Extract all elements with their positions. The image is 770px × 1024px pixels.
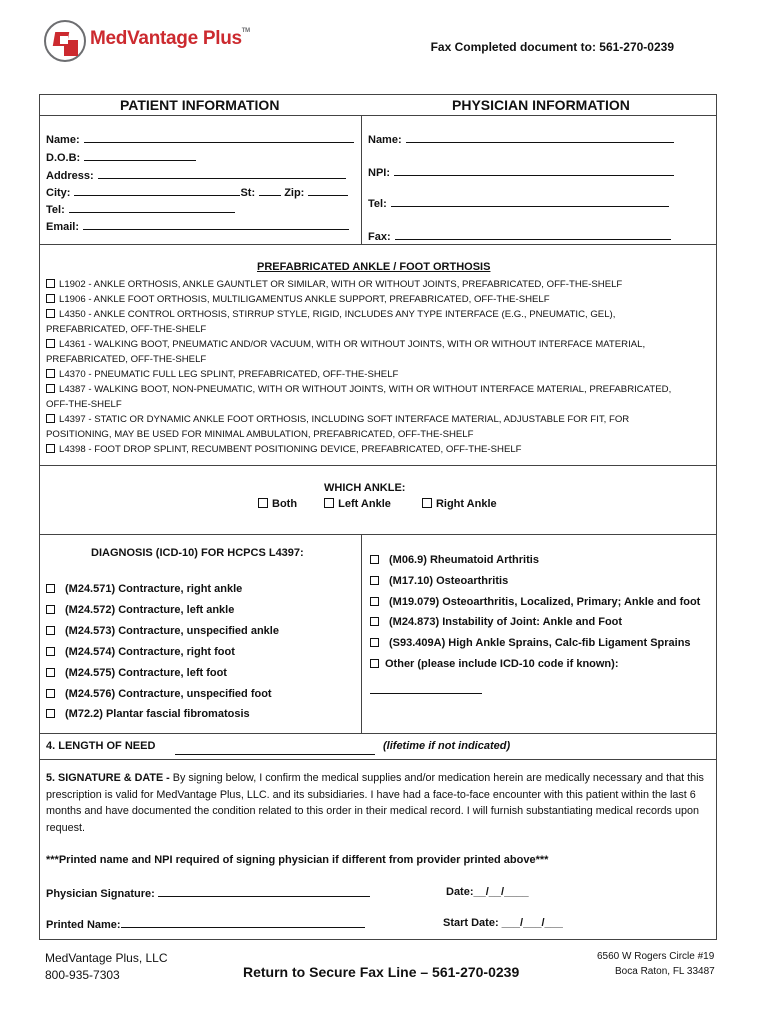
- checkbox[interactable]: [422, 498, 432, 508]
- checkbox[interactable]: [46, 605, 55, 614]
- checkbox[interactable]: [46, 689, 55, 698]
- checkbox[interactable]: [370, 638, 379, 647]
- logo-trademark: TM: [241, 28, 250, 34]
- hcpcs-item-l4387[interactable]: L4387 - WALKING BOOT, NON-PNEUMATIC, WITH OR WITHOUT JOINTS, WITH OR WITHOUT INTERFACE MATERIAL, PREFABRICATED,: [46, 382, 716, 397]
- checkbox[interactable]: [370, 576, 379, 585]
- checkbox[interactable]: [46, 584, 55, 593]
- hcpcs-item-l4398[interactable]: L4398 - FOOT DROP SPLINT, RECUMBENT POSITIONING DEVICE, PREFABRICATED, OFF-THE-SHELF: [46, 442, 716, 457]
- divider: [40, 244, 716, 245]
- start-date-field[interactable]: Start Date: ___/___/___: [443, 917, 563, 929]
- checkbox[interactable]: [370, 555, 379, 564]
- patient-tel-field[interactable]: Tel:: [46, 202, 235, 216]
- checkbox[interactable]: [370, 659, 379, 668]
- checkbox[interactable]: [46, 647, 55, 656]
- ankle-left-option[interactable]: Left Ankle: [324, 498, 391, 510]
- divider: [361, 115, 362, 244]
- footer-address-line1: 6560 W Rogers Circle #19: [597, 951, 715, 962]
- ankle-right-option[interactable]: Right Ankle: [422, 498, 497, 510]
- divider: [361, 534, 362, 733]
- hcpcs-item-continued: OFF-THE-SHELF: [46, 399, 122, 410]
- signature-title: 5. SIGNATURE & DATE -: [46, 772, 173, 784]
- company-logo: [44, 18, 250, 66]
- signature-statement: [46, 770, 712, 836]
- logo-mark-icon: [44, 20, 86, 62]
- length-of-need-note: (lifetime if not indicated): [383, 740, 511, 752]
- hcpcs-item-l1902[interactable]: L1902 - ANKLE ORTHOSIS, ANKLE GAUNTLET OR SIMILAR, WITH OR WITHOUT JOINTS, PREFABRICATED, OFF-THE-SHELF: [46, 277, 716, 292]
- checkbox[interactable]: [324, 498, 334, 508]
- footer-return-fax: Return to Secure Fax Line – 561-270-0239: [243, 964, 520, 980]
- diagnosis-item[interactable]: (M24.873) Instability of Joint: Ankle and Foot: [370, 612, 700, 633]
- checkbox[interactable]: [46, 668, 55, 677]
- checkbox[interactable]: [370, 597, 379, 606]
- diagnosis-title: DIAGNOSIS (ICD-10) FOR HCPCS L4397:: [91, 547, 304, 559]
- patient-address-field[interactable]: Address:: [46, 168, 346, 182]
- length-of-need-label: 4. LENGTH OF NEED: [46, 740, 156, 752]
- hcpcs-item-l4370[interactable]: L4370 - PNEUMATIC FULL LEG SPLINT, PREFABRICATED, OFF-THE-SHELF: [46, 367, 716, 382]
- diagnosis-item[interactable]: (S93.409A) High Ankle Sprains, Calc-fib Ligament Sprains: [370, 633, 700, 654]
- checkbox[interactable]: [46, 369, 55, 378]
- fax-instruction: Fax Completed document to: 561-270-0239: [430, 40, 674, 54]
- footer-company: MedVantage Plus, LLC: [45, 951, 168, 965]
- printed-name-field[interactable]: Printed Name:: [46, 917, 365, 931]
- checkbox[interactable]: [46, 279, 55, 288]
- other-code-field[interactable]: [370, 675, 700, 695]
- diagnosis-item[interactable]: (M19.079) Osteoarthritis, Localized, Primary; Ankle and foot: [370, 592, 700, 613]
- physician-tel-field[interactable]: Tel:: [368, 196, 669, 210]
- diagnosis-item[interactable]: (M24.574) Contracture, right foot: [46, 642, 279, 663]
- checkbox[interactable]: [258, 498, 268, 508]
- diagnosis-list-left: [46, 579, 279, 725]
- diagnosis-item[interactable]: (M24.576) Contracture, unspecified foot: [46, 684, 279, 705]
- diagnosis-item[interactable]: (M24.572) Contracture, left ankle: [46, 600, 279, 621]
- which-ankle-title: WHICH ANKLE:: [324, 482, 406, 494]
- signature-date-field[interactable]: Date:__/__/____: [446, 886, 529, 898]
- diagnosis-list-right: [370, 550, 700, 695]
- diagnosis-item[interactable]: (M17.10) Osteoarthritis: [370, 571, 700, 592]
- patient-info-title: PATIENT INFORMATION: [120, 97, 280, 113]
- divider: [40, 465, 716, 466]
- hcpcs-item-l1906[interactable]: L1906 - ANKLE FOOT ORTHOSIS, MULTILIGAMENTUS ANKLE SUPPORT, PREFABRICATED, OFF-THE-SHELF: [46, 292, 716, 307]
- ankle-both-option[interactable]: Both: [258, 498, 297, 510]
- signature-section: [39, 760, 717, 940]
- physician-info-title: PHYSICIAN INFORMATION: [452, 97, 630, 113]
- physician-fax-field[interactable]: Fax:: [368, 229, 671, 243]
- diagnosis-item[interactable]: (M72.2) Plantar fascial fibromatosis: [46, 704, 279, 725]
- orthosis-title: PREFABRICATED ANKLE / FOOT ORTHOSIS: [257, 261, 491, 273]
- hcpcs-item-l4350[interactable]: L4350 - ANKLE CONTROL ORTHOSIS, STIRRUP STYLE, RIGID, INCLUDES ANY TYPE INTERFACE (E.G., PNEUMATIC, GEL),: [46, 307, 716, 322]
- checkbox[interactable]: [46, 294, 55, 303]
- footer-phone: 800-935-7303: [45, 968, 120, 982]
- checkbox[interactable]: [46, 414, 55, 423]
- ankle-options: [258, 498, 497, 510]
- form-box: [39, 94, 717, 734]
- diagnosis-item[interactable]: (M24.573) Contracture, unspecified ankle: [46, 621, 279, 642]
- length-of-need-field[interactable]: [175, 742, 375, 760]
- physician-npi-field[interactable]: NPI:: [368, 165, 674, 179]
- checkbox[interactable]: [46, 384, 55, 393]
- hcpcs-item-continued: PREFABRICATED, OFF-THE-SHELF: [46, 354, 207, 365]
- length-of-need-row: [39, 734, 717, 760]
- hcpcs-item-l4361[interactable]: L4361 - WALKING BOOT, PNEUMATIC AND/OR VACUUM, WITH OR WITHOUT JOINTS, WITH OR WITHOUT INTERFACE MATERIAL,: [46, 337, 716, 352]
- checkbox[interactable]: [46, 339, 55, 348]
- patient-city-field[interactable]: City: St: Zip:: [46, 185, 348, 199]
- hcpcs-item-l4397[interactable]: L4397 - STATIC OR DYNAMIC ANKLE FOOT ORTHOSIS, INCLUDING SOFT INTERFACE MATERIAL, ADJUSTABLE FOR FIT, FOR: [46, 412, 716, 427]
- orthosis-list: [46, 277, 716, 457]
- physician-name-field[interactable]: Name:: [368, 132, 674, 146]
- divider: [40, 534, 716, 535]
- hcpcs-item-continued: POSITIONING, MAY BE USED FOR MINIMAL AMBULATION, PREFABRICATED, OFF-THE-SHELF: [46, 429, 474, 440]
- checkbox[interactable]: [370, 617, 379, 626]
- signature-text: By signing below, I confirm the medical supplies and/or medication herein are medically necessary and that this prescription is valid for MedVantage Plus, LLC. and its subsidiaries. I have had a face-to-face encounter with this patient within the last 6 months and have documented the condition related to this order in their medical record. I will furnish substantiating medical records upon request.: [46, 772, 704, 834]
- physician-signature-field[interactable]: Physician Signature:: [46, 886, 370, 900]
- footer-address-line2: Boca Raton, FL 33487: [615, 966, 715, 977]
- hcpcs-item-continued: PREFABRICATED, OFF-THE-SHELF: [46, 324, 207, 335]
- checkbox[interactable]: [46, 444, 55, 453]
- patient-name-field[interactable]: Name:: [46, 132, 354, 146]
- patient-email-field[interactable]: Email:: [46, 219, 349, 233]
- diagnosis-item[interactable]: (M24.571) Contracture, right ankle: [46, 579, 279, 600]
- npi-requirement-note: ***Printed name and NPI required of signing physician if different from provider printed above***: [46, 854, 549, 866]
- checkbox[interactable]: [46, 309, 55, 318]
- diagnosis-item[interactable]: Other (please include ICD-10 code if known):: [370, 654, 700, 675]
- checkbox[interactable]: [46, 626, 55, 635]
- checkbox[interactable]: [46, 709, 55, 718]
- patient-dob-field[interactable]: D.O.B:: [46, 150, 196, 164]
- divider: [40, 115, 716, 116]
- diagnosis-item[interactable]: (M24.575) Contracture, left foot: [46, 663, 279, 684]
- logo-text: MedVantage Plus: [90, 28, 242, 49]
- diagnosis-item[interactable]: (M06.9) Rheumatoid Arthritis: [370, 550, 700, 571]
